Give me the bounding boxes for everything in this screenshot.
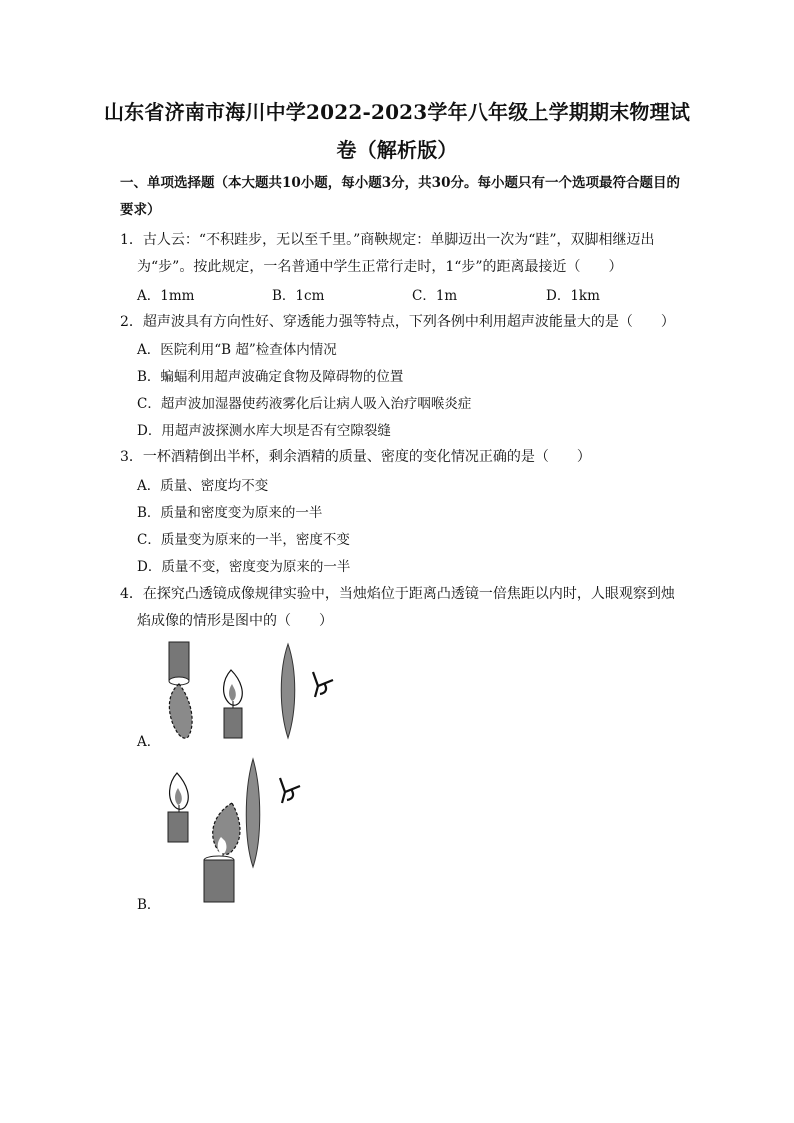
question-3-option-b: B．质量和密度变为原来的一半 <box>137 505 323 521</box>
question-3-option-c: C．质量变为原来的一半，密度不变 <box>137 532 350 548</box>
virtual-candle-image <box>204 803 240 902</box>
question-2-option-b: B．蝙蝠利用超声波确定食物及障碍物的位置 <box>137 369 404 385</box>
question-1-line-1: 1．古人云：“不积跬步，无以至千里。”商鞅规定：单脚迈出一次为“跬”，双脚相继迈出 <box>120 232 655 248</box>
figure-option-b <box>150 755 350 905</box>
eye-icon <box>313 672 333 697</box>
question-1-option-a: A．1mm <box>137 288 195 304</box>
figure-a-label: A． <box>137 734 161 750</box>
figure-b-label: B． <box>137 897 161 913</box>
convex-lens <box>246 759 260 867</box>
question-3-line-1: 3．一杯酒精倒出半杯，剩余酒精的质量、密度的变化情况正确的是（ ） <box>120 449 591 465</box>
question-3-option-a: A．质量、密度均不变 <box>137 478 269 494</box>
convex-lens <box>281 644 295 738</box>
candle <box>224 670 243 738</box>
candle <box>168 773 188 842</box>
page-title-line1: 山东省济南市海川中学2022-2023学年八年级上学期期末物理试 <box>103 100 691 124</box>
question-1-line-2: 为“步”。按此规定，一名普通中学生正常行走时，1“步”的距离最接近（ ） <box>137 259 623 275</box>
question-1-option-d: D．1km <box>546 288 600 304</box>
question-3-option-d: D．质量不变，密度变为原来的一半 <box>137 559 351 575</box>
figure-option-a <box>150 640 350 745</box>
page-title-line2: 卷（解析版） <box>336 138 458 162</box>
section-heading: 一、单项选择题（本大题共10小题，每小题3分，共30分。每小题只有一个选项最符合题目的要求） <box>120 175 680 218</box>
eye-icon <box>280 778 300 803</box>
question-2-line-1: 2．超声波具有方向性好、穿透能力强等特点，下列各例中利用超声波能量大的是（ ） <box>120 314 675 330</box>
question-4-line-2: 焰成像的情形是图中的（ ） <box>137 613 333 629</box>
virtual-candle-image <box>169 642 192 738</box>
question-4-line-1: 4．在探究凸透镜成像规律实验中，当烛焰位于距离凸透镜一倍焦距以内时，人眼观察到烛 <box>120 586 675 602</box>
question-1-option-c: C．1m <box>412 288 458 304</box>
question-1-option-b: B．1cm <box>272 288 325 304</box>
question-2-option-a: A．医院利用“B 超”检查体内情况 <box>137 342 337 358</box>
question-2-option-c: C．超声波加湿器使药液雾化后让病人吸入治疗咽喉炎症 <box>137 396 472 412</box>
question-2-option-d: D．用超声波探测水库大坝是否有空隙裂缝 <box>137 423 391 439</box>
